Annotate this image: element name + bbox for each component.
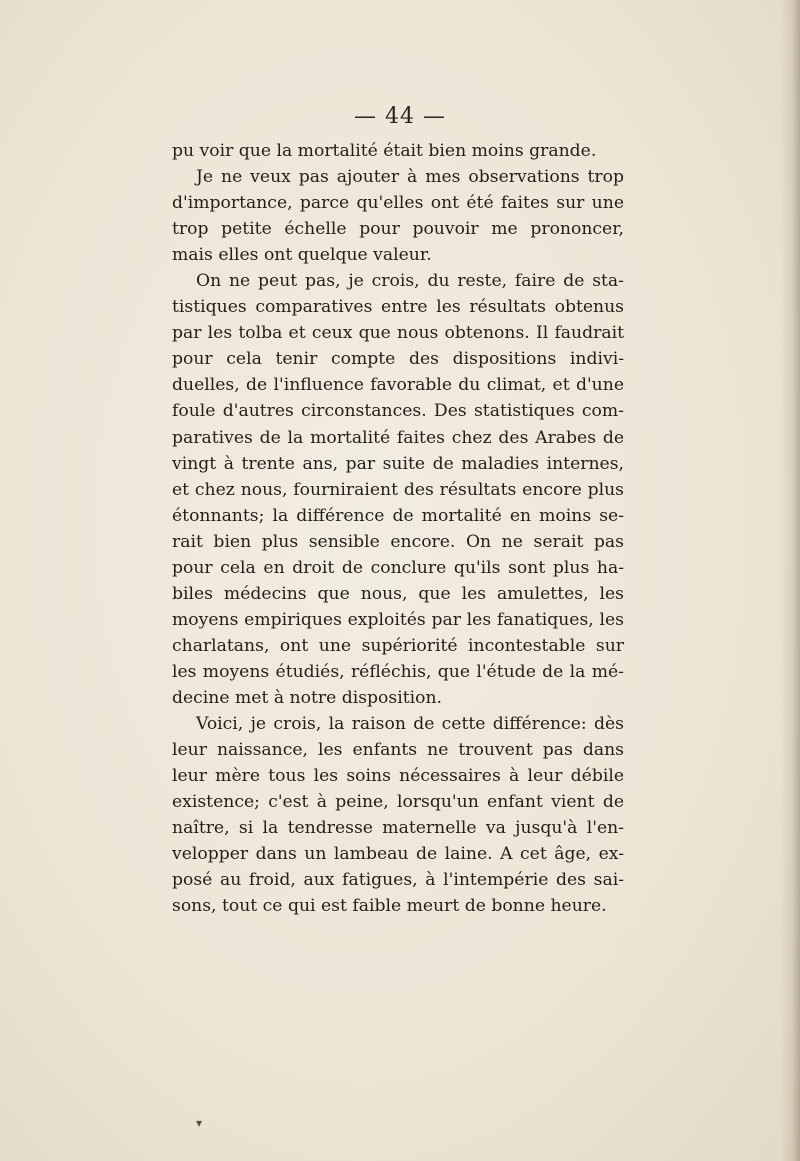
text-line: Voici, je crois, la raison de cette différence: dès <box>196 714 624 735</box>
text-line: leur naissance, les enfants ne trouvent pas dans <box>172 740 624 761</box>
text-line: mais elles ont quelque valeur. <box>172 245 432 266</box>
text-line: duelles, de l'influence favorable du climat, et d'une <box>172 375 624 396</box>
text-line: sons, tout ce qui est faible meurt de bonne heure. <box>172 896 607 917</box>
page-gutter-shadow <box>780 0 800 1161</box>
text-line: velopper dans un lambeau de laine. A cet âge, ex- <box>172 844 624 865</box>
text-line: par les tolba et ceux que nous obtenons. Il faudrait <box>172 323 624 344</box>
text-line: existence; c'est à peine, lorsqu'un enfant vient de <box>172 792 624 813</box>
text-line: trop petite échelle pour pouvoir me prononcer, <box>172 219 624 240</box>
text-line: posé au froid, aux fatigues, à l'intempérie des sai- <box>172 870 624 891</box>
ink-speck: ▾ <box>196 1116 203 1130</box>
text-line: foule d'autres circonstances. Des statistiques com- <box>172 401 624 422</box>
text-line: étonnants; la différence de mortalité en moins se- <box>172 505 624 526</box>
text-line: charlatans, ont une supériorité incontestable sur <box>172 635 624 656</box>
text-line: paratives de la mortalité faites chez des Arabes de <box>172 427 624 448</box>
text-line: les moyens étudiés, réfléchis, que l'étude de la mé- <box>172 661 624 682</box>
text-line: pu voir que la mortalité était bien moins grande. <box>172 141 597 161</box>
text-line: pour cela tenir compte des dispositions indivi- <box>172 349 624 370</box>
text-line: tistiques comparatives entre les résultats obtenus <box>172 297 624 318</box>
text-line: biles médecins que nous, que les amulettes, les <box>172 583 624 604</box>
text-line: et chez nous, fourniraient des résultats encore plus <box>172 479 624 500</box>
text-line: d'importance, parce qu'elles ont été faites sur une <box>172 193 624 214</box>
text-line: Je ne veux pas ajouter à mes observations trop <box>196 167 624 188</box>
body-text <box>172 138 624 919</box>
text-line: leur mère tous les soins nécessaires à leur débile <box>172 766 624 787</box>
text-line: decine met à notre disposition. <box>172 687 442 708</box>
text-line: rait bien plus sensible encore. On ne serait pas <box>172 531 624 552</box>
text-line: naître, si la tendresse maternelle va jusqu'à l'en- <box>172 818 624 839</box>
text-line: pour cela en droit de conclure qu'ils sont plus ha- <box>172 557 624 578</box>
text-line: On ne peut pas, je crois, du reste, faire de sta- <box>196 271 624 292</box>
text-line: vingt à trente ans, par suite de maladies internes, <box>172 453 624 474</box>
page-number: — 44 — <box>354 104 446 129</box>
text-line: moyens empiriques exploités par les fanatiques, les <box>172 609 624 630</box>
